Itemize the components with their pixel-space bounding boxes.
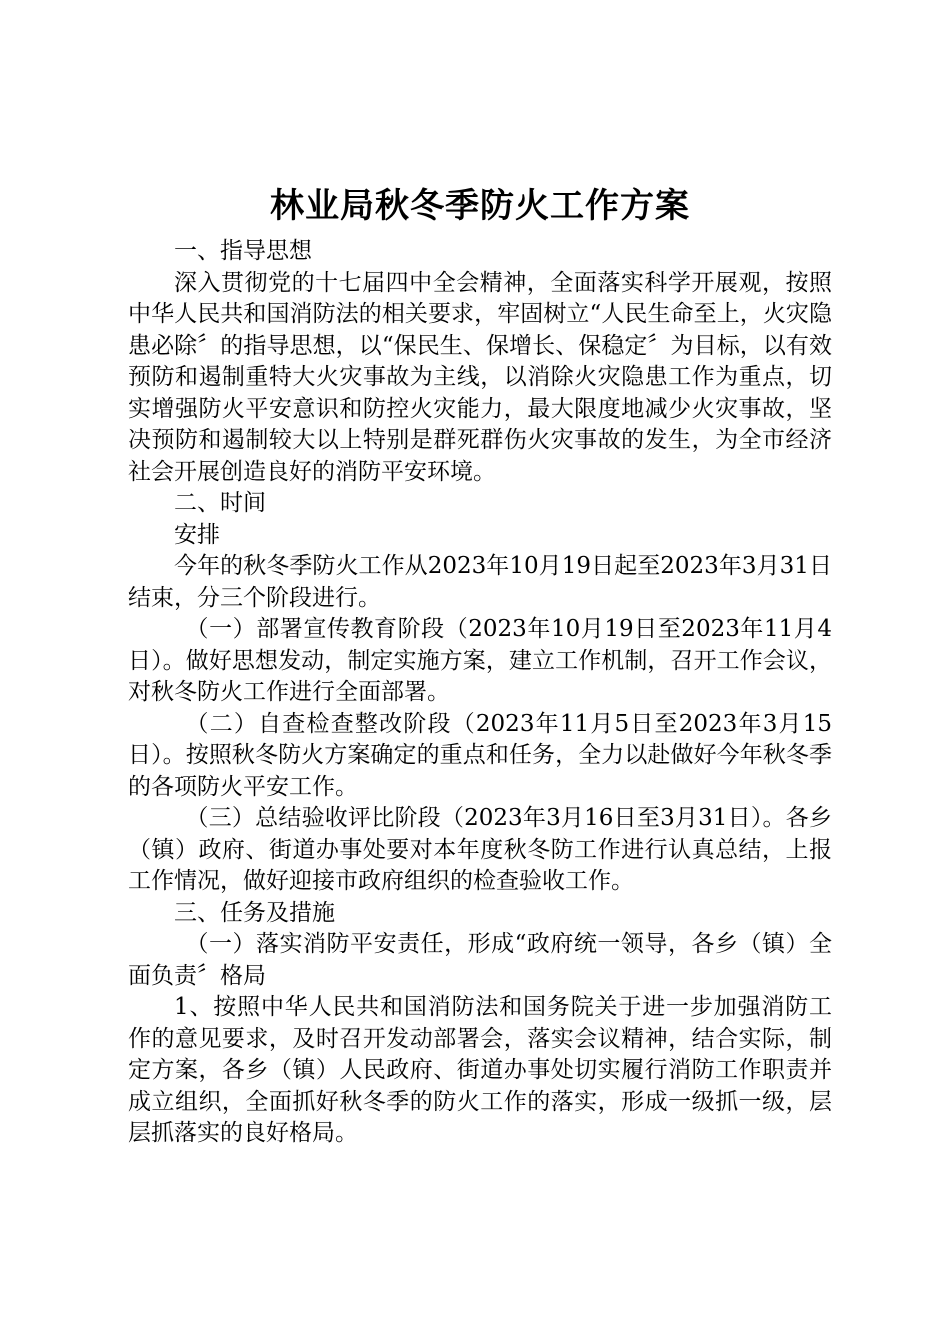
paragraph-schedule-overview: 今年的秋冬季防火工作从2023年10月19日起至2023年3月31日结束，分三个阶段进行。 xyxy=(128,553,832,611)
paragraph-phase-one: （一）部署宣传教育阶段（2023年10月19日至2023年11月4日）。做好思想发动，制定实施方案，建立工作机制，召开工作会议，对秋冬防火工作进行全面部署。 xyxy=(128,616,832,705)
paragraph-measure-one: 1、按照中华人民共和国消防法和国务院关于进一步加强消防工作的意见要求，及时召开发动部署会，落实会议精神，结合实际，制定方案，各乡（镇）人民政府、街道办事处切实履行消防工作职责并成立组织，全面抓好秋冬季的防火工作的落实，形成一级抓一级，层层抓落实的良好格局。 xyxy=(128,994,832,1146)
document-page xyxy=(128,180,832,1150)
paragraph-phase-two: （二）自查检查整改阶段（2023年11月5日至2023年3月15日）。按照秋冬防火方案确定的重点和任务，全力以赴做好今年秋冬季的各项防火平安工作。 xyxy=(128,710,832,800)
paragraph-guiding-ideology: 深入贯彻党的十七届四中全会精神，全面落实科学开展观，按照中华人民共和国消防法的相关要求，牢固树立“人民生命至上，火灾隐患必除〞的指导思想，以“保民生、保增长、保稳定〞为目标，以有效预防和遏制重特大火灾事故为主线，以消除火灾隐患工作为重点，切实增强防火平安意识和防控火灾能力，最大限度地减少火灾事故，坚决预防和遏制较大以上特别是群死群伤火灾事故的发生，为全市经济社会开展创造良好的消防平安环境。 xyxy=(128,269,832,485)
paragraph-phase-three: （三）总结验收评比阶段（2023年3月16日至3月31日）。各乡（镇）政府、街道办事处要对本年度秋冬防工作进行认真总结，上报工作情况，做好迎接市政府组织的检查验收工作。 xyxy=(128,805,832,894)
section-heading-tasks-measures: 三、任务及措施 xyxy=(174,899,335,926)
document-title: 林业局秋冬季防火工作方案 xyxy=(270,186,690,226)
subsection-heading-responsibility: （一）落实消防平安责任，形成“政府统一领导，各乡（镇）全面负责〞格局 xyxy=(128,931,832,989)
section-heading-guiding-ideology: 一、指导思想 xyxy=(174,238,312,264)
section-heading-time: 二、时间 xyxy=(174,490,266,516)
section-heading-arrangement: 安排 xyxy=(174,521,220,548)
